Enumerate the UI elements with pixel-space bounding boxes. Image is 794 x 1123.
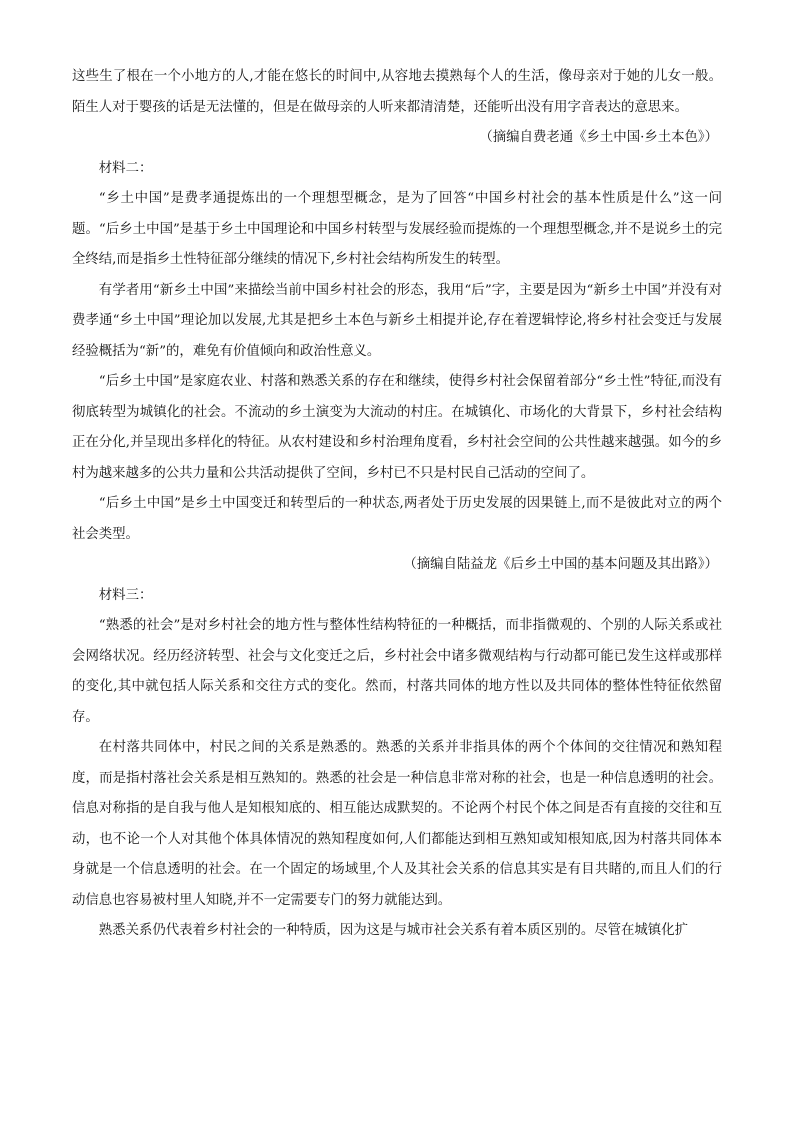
paragraph: “熟悉的社会”是对乡村社会的地方性与整体性结构特征的一种概括，而非指微观的、个别的人际关系或社会网络状况。经历经济转型、社会与文化变迁之后，乡村社会中诸多微观结构与行动都可能已发生这样或那样的变化,其中就包括人际关系和交往方式的变化。然而，村落共同体的地方性以及共同体的整体性特征依然留存。	[72, 618, 722, 725]
section-heading: 材料三：	[98, 587, 153, 603]
paragraph: 熟悉关系仍代表着乡村社会的一种特质，因为这是与城市社会关系有着本质区别的。尽管在城镇化扩	[98, 923, 688, 938]
source-citation: （摘编自陆益龙《后乡土中国的基本问题及其出路》）	[403, 557, 718, 572]
paragraph: “后乡土中国”是家庭农业、村落和熟悉关系的存在和继续，使得乡村社会保留着部分“乡土性”特征,而没有彻底转型为城镇化的社会。不流动的乡土演变为大流动的村庄。在城镇化、市场化的大背景下，乡村社会结构正在分化,并呈现出多样化的特征。从农村建设和乡村治理角度看，乡村社会空间的公共性越来越强。如今的乡村为越来越多的公共力量和公共活动提供了空间，乡村已不只是村民自己活动的空间了。	[72, 374, 722, 481]
section-heading: 材料二：	[98, 160, 153, 176]
paragraph: “乡土中国”是费孝通提炼出的一个理想型概念，是为了回答“中国乡村社会的基本性质是什么”这一问题。“后乡土中国”是基于乡土中国理论和中国乡村转型与发展经验而提炼的一个理想型概念,并不是说乡土的完全终结,而是指乡土性特征部分继续的情况下,乡村社会结构所发生的转型。	[72, 191, 722, 267]
source-citation: （摘编自费老通《乡土中国·乡土本色》）	[479, 130, 718, 145]
paragraph: 在村落共同体中，村民之间的关系是熟悉的。熟悉的关系并非指具体的两个个体间的交往情况和熟知程度，而是指村落社会关系是相互熟知的。熟悉的社会是一种信息非常对称的社会，也是一种信息透明的社会。信息对称指的是自我与他人是知根知底的、相互能达成默契的。不论两个村民个体之间是否有直接的交往和互动，也不论一个人对其他个体具体情况的熟知程度如何,人们都能达到相互熟知或知根知底,因为村落共同体本身就是一个信息透明的社会。在一个固定的场域里,个人及其社会关系的信息其实是有目共睹的,而且人们的行动信息也容易被村里人知晓,并不一定需要专门的努力就能达到。	[72, 740, 722, 908]
paragraph: 这些生了根在一个小地方的人,才能在悠长的时间中,从容地去摸熟每个人的生活，像母亲对于她的儿女一般。陌生人对于婴孩的话是无法懂的，但是在做母亲的人听来都清清楚，还能听出没有用字音表达的意思来。	[72, 69, 722, 115]
paragraph: 有学者用“新乡土中国”来描绘当前中国乡村社会的形态，我用“后”字，主要是因为“新乡土中国”并没有对费孝通“乡土中国”理论加以发展,尤其是把乡土本色与新乡土相提并论,存在着逻辑悖论,将乡村社会变迁与发展经验概括为“新”的，难免有价值倾向和政治性意义。	[72, 282, 722, 359]
paragraph: “后乡土中国”是乡土中国变迁和转型后的一种状态,两者处于历史发展的因果链上,而不是彼此对立的两个社会类型。	[72, 496, 722, 542]
document-page	[72, 62, 722, 947]
